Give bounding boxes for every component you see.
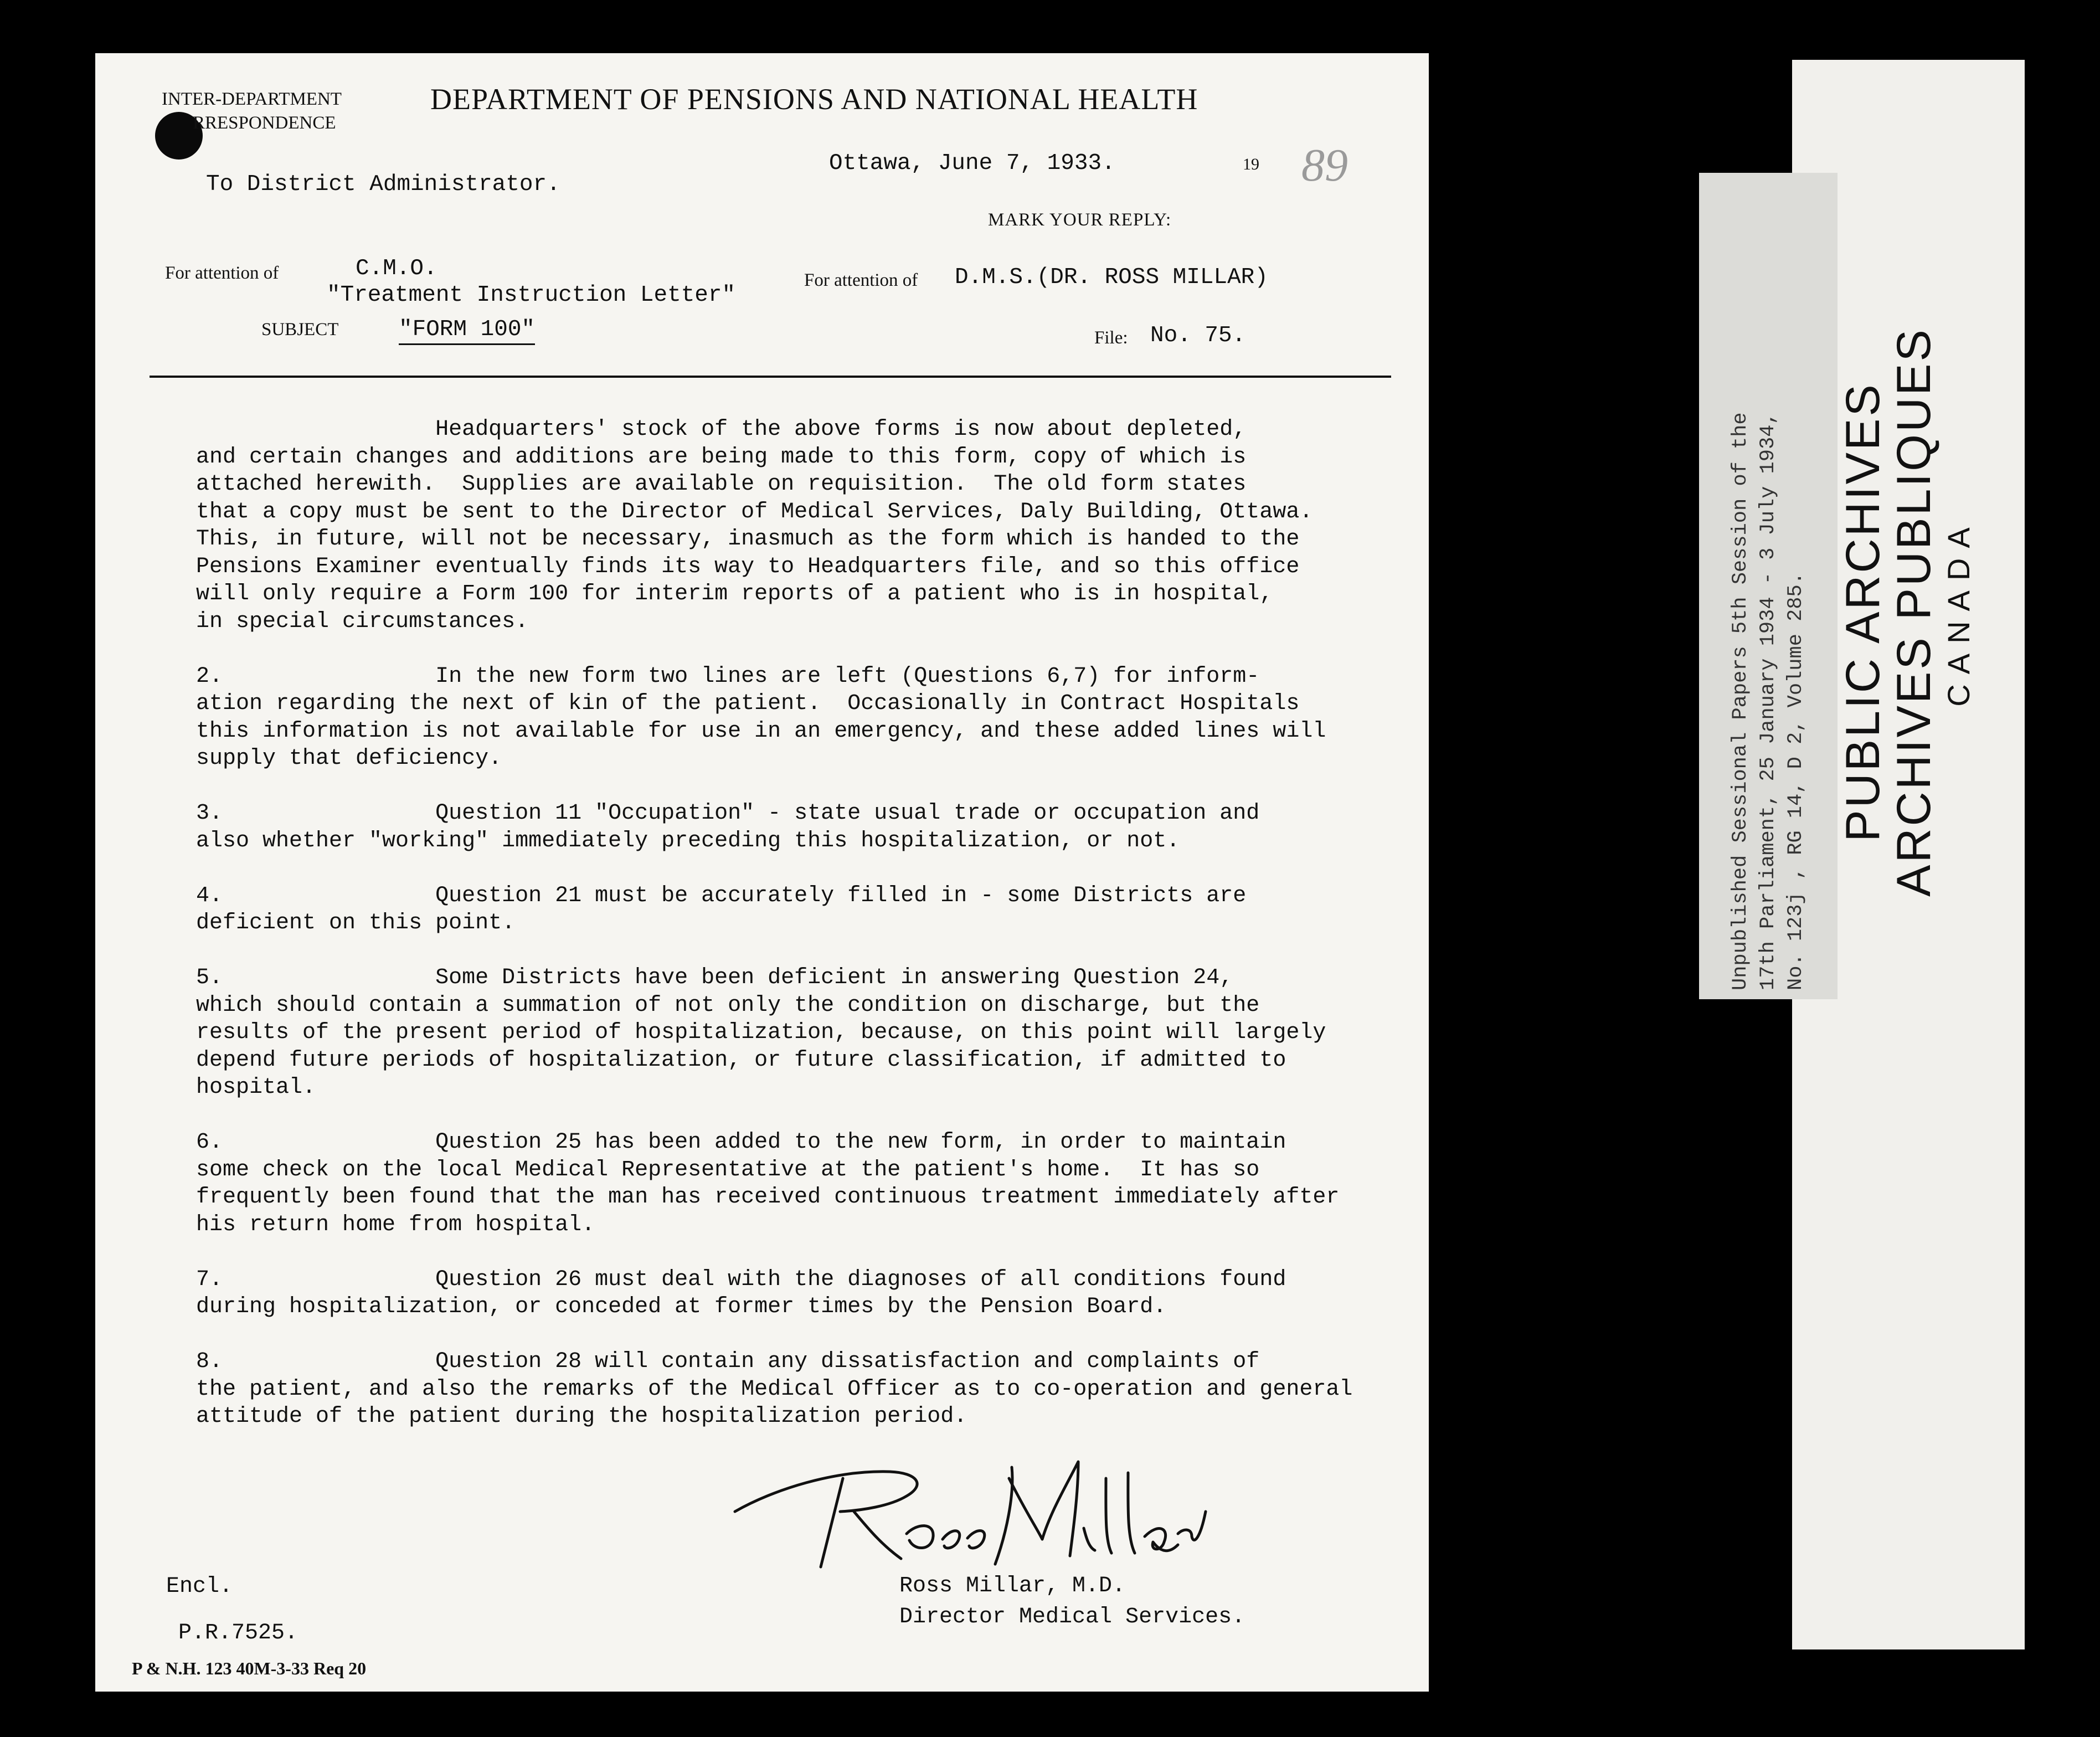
attention-value: C.M.O. [356, 256, 437, 281]
archive-stamp [1828, 310, 1988, 914]
reply-attention-label: For attention of [804, 270, 918, 290]
archive-line-3: CANADA [1941, 517, 1976, 707]
attention-label: For attention of [165, 263, 279, 283]
archive-line-1: PUBLIC ARCHIVES [1836, 382, 1890, 842]
pr-reference: P.R.7525. [178, 1621, 298, 1646]
enclosure-note: Encl. [166, 1574, 233, 1599]
letter-title: "Treatment Instruction Letter" [327, 282, 736, 308]
inter-department-text: INTER-DEPARTMENT [162, 89, 342, 109]
recipient-line: To District Administrator. [206, 172, 560, 197]
correspondence-text: RRESPONDENCE [193, 112, 336, 133]
letter-body: Headquarters' stock of the above forms is now about depleted, and certain changes and additions are being made to this form, copy of which is attached herewith. Supplies are available on requisition. The old form states that a copy must be sent to the Director of Medical Services, Daly Building, Ottawa. This, in future, will not be necessary, inasmuch as the form which is handed to the Pensions Examiner eventually finds its way to Headquarters file, and so this office will only require a Form 100 for interim reports of a patient who is in hospital, in special circumstances. 2. In the new form two lines are left (Questions 6,7) for inform- ation regarding the next of kin of the patient. Occasionally in Contract Hospitals this information is not available for use in an emergency, and these added lines will supply that deficiency. 3. Question 11 "Occupation" - state usual trade or occupation and also whether "working" immediately preceding this hospitalization, or not. 4. Question 21 must be accurately filled in - some Districts are deficient on this point. 5. Some Districts have been deficient in answering Question 24, which should contain a summation of not only the condition on discharge, but the results of the present period of hospitalization, because, on this point will largely depend future periods of hospitalization, or future classification, if admitted to hospital. 6. Question 25 has been added to the new form, in order to maintain some check on the local Medical Representative at the patient's home. It has so frequently been found that the man has received continuous treatment immediately after his return home from hospital. 7. Question 26 must deal with the diagnoses of all conditions found during hospitalization, or conceded at former times by the Pension Board. 8. Question 28 will contain any dissatisfaction and complaints of the patient, and also the remarks of the Medical Officer as to co-operation and general attitude of the patient during the hospitalization period. [196, 417, 1353, 1429]
department-heading: DEPARTMENT OF PENSIONS AND NATIONAL HEALTH [430, 83, 1198, 116]
form-number: P & N.H. 123 40M-3-33 Req 20 [132, 1658, 367, 1678]
file-value: No. 75. [1150, 323, 1246, 348]
year-prefix: 19 [1243, 155, 1259, 173]
mark-reply-label: MARK YOUR REPLY: [988, 210, 1172, 230]
subject-value: "FORM 100" [399, 317, 535, 345]
file-label: File: [1094, 328, 1128, 348]
letter-page [95, 53, 1429, 1692]
inter-department-label [162, 88, 342, 135]
reply-attention-value: D.M.S.(DR. ROSS MILLAR) [955, 265, 1268, 290]
citation-label [1699, 173, 1837, 999]
subject-label: SUBJECT [261, 320, 339, 340]
stamp-number: 89 [1301, 140, 1348, 191]
signatory-block: Ross Millar, M.D. Director Medical Services. [899, 1574, 1245, 1630]
citation-text: Unpublished Sessional Papers 5th Session of the 17th Parliament, 25 January 1934 - 3 July 1934, No. 123j , RG 14, D 2, Volume 285. [1729, 412, 1808, 990]
archive-line-2: ARCHIVES PUBLIQUES [1887, 327, 1941, 897]
header-divider [150, 376, 1391, 378]
signature-text: Ross Millar [724, 1438, 783, 1448]
letter-date: Ottawa, June 7, 1933. [829, 151, 1115, 176]
